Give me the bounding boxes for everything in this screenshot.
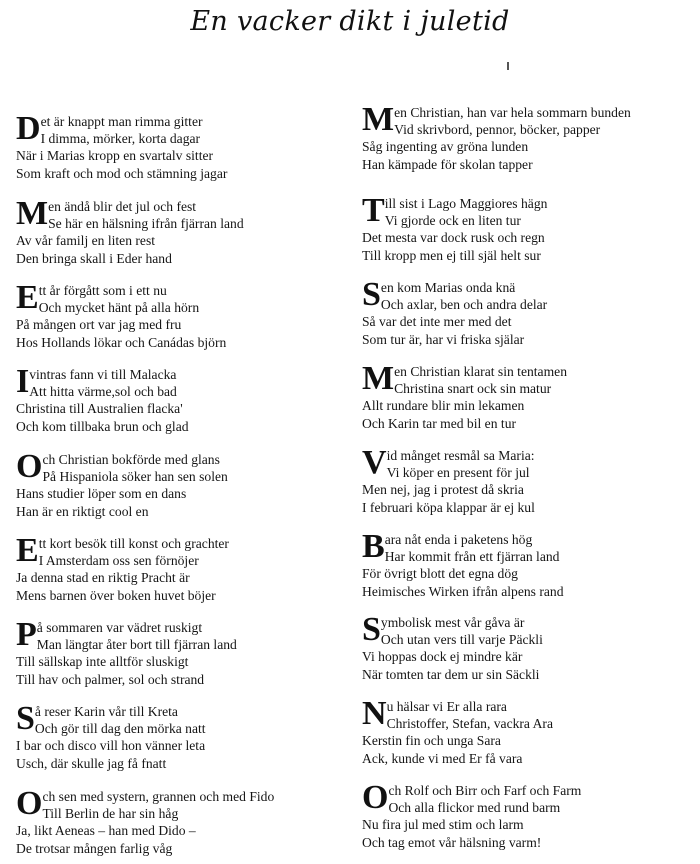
poem-line: Och utan vers till varje Päckli [380, 632, 543, 648]
poem-line: Ja denna stad en riktig Pracht är [16, 570, 190, 586]
poem-line: Kerstin fin och unga Sara [362, 733, 501, 749]
poem-line: Och mycket hänt på alla hörn [38, 300, 200, 316]
poem-line: Christoffer, Stefan, vackra Ara [386, 716, 553, 732]
poem-line: en Christian klarat sin tentamen [394, 364, 567, 379]
poem-line: I februari köpa klappar är ej kul [362, 499, 535, 515]
poem-line: Men nej, jag i protest då skria [362, 482, 524, 498]
poem-line: I Amsterdam oss sen förnöjer [38, 553, 199, 569]
poem-line: tt kort besök till konst och grachter [38, 536, 229, 551]
poem-line: Såg ingenting av gröna lunden [362, 139, 529, 155]
poem-line: Vi köper en present för jul [386, 465, 530, 481]
drop-cap-initial: O [16, 451, 42, 485]
poem-line: å sommaren var vädret ruskigt [36, 620, 203, 635]
poem-line: När tomten tar dem ur sin Säckli [362, 666, 540, 682]
poem-line: Och axlar, ben och andra delar [380, 297, 548, 313]
poem-line: Och tag emot vår hälsning varm! [362, 834, 542, 850]
drop-cap-initial: E [16, 282, 38, 316]
drop-cap-initial: O [362, 782, 388, 816]
poem-line: Christina till Australien flacka' [16, 401, 183, 417]
poem-line: en kom Marias onda knä [380, 280, 516, 295]
poem-line: u hälsar vi Er alla rara [386, 699, 507, 714]
drop-cap-initial: P [16, 619, 36, 653]
poem-line: Mens barnen över boken huvet böjer [16, 587, 216, 603]
drop-cap-initial: D [16, 113, 40, 147]
poem-line: et är knappt man rimma gitter [40, 114, 203, 129]
stanza [16, 113, 346, 182]
stanza [362, 447, 698, 516]
poem-line: ara nåt enda i paketens hög [384, 532, 533, 547]
poem-line: Till hav och palmer, sol och strand [16, 671, 205, 687]
poem-line: Att hitta värme,sol och bad [29, 384, 177, 400]
stanza [16, 788, 346, 857]
stanza [362, 531, 698, 600]
poem-line: id månget resmål sa Maria: [386, 448, 535, 463]
drop-cap-initial: T [362, 195, 384, 229]
poem-line: Som tur är, har vi friska själar [362, 331, 525, 347]
stanza [16, 619, 346, 688]
ink-mark [507, 62, 509, 70]
poem-line: Det mesta var dock rusk och regn [362, 230, 545, 246]
poem-title: En vacker dikt i juletid [190, 6, 510, 37]
poem-line: Ack, kunde vi med Er få vara [362, 750, 523, 766]
poem-line: Nu fira jul med stim och larm [362, 817, 524, 833]
poem-line: Till kropp men ej till själ helt sur [362, 247, 541, 263]
poem-line: Så var det inte mer med det [362, 314, 512, 330]
poem-line: Se här en hälsning ifrån fjärran land [48, 216, 244, 232]
drop-cap-initial: S [362, 614, 380, 648]
drop-cap-initial: S [16, 703, 34, 737]
poem-line: en ändå blir det jul och fest [48, 199, 197, 214]
poem-line: Hans studier löper som en dans [16, 486, 187, 502]
poem-line: Vi gjorde ock en liten tur [384, 213, 521, 229]
poem-line: För övrigt blott det egna dög [362, 566, 518, 582]
poem-line: vintras fann vi till Malacka [29, 367, 177, 382]
drop-cap-initial: I [16, 366, 29, 400]
stanza [16, 366, 346, 435]
poem-line: På Hispaniola söker han sen solen [42, 469, 228, 485]
drop-cap-initial: M [362, 363, 394, 397]
stanza [362, 782, 698, 851]
poem-line: När i Marias kropp en svartalv sitter [16, 148, 214, 164]
poem-line: Vid skrivbord, pennor, böcker, papper [394, 122, 601, 138]
poem-line: Heimisches Wirken ifrån alpens rand [362, 583, 564, 599]
poem-line: Till Berlin de har sin håg [42, 806, 179, 822]
poem-line: Har kommit från ett fjärran land [384, 549, 560, 565]
stanza [362, 698, 698, 767]
stanza [362, 614, 698, 683]
poem-line: I bar och disco vill hon vänner leta [16, 738, 206, 754]
stanza [16, 451, 346, 520]
poem-line: Och alla flickor med rund barm [388, 800, 561, 816]
drop-cap-initial: O [16, 788, 42, 822]
drop-cap-initial: S [362, 279, 380, 313]
poem-line: ch Christian bokförde med glans [42, 452, 220, 467]
stanza [362, 195, 698, 264]
poem-line: Den bringa skall i Eder hand [16, 250, 172, 266]
poem-line: I dimma, mörker, korta dagar [40, 131, 201, 147]
poem-line: Usch, där skulle jag få fnatt [16, 755, 167, 771]
poem-line: ch Rolf och Birr och Farf och Farm [388, 783, 582, 798]
drop-cap-initial: N [362, 698, 386, 732]
poem-line: Och kom tillbaka brun och glad [16, 418, 189, 434]
poem-line: Man längtar åter bort till fjärran land [36, 637, 237, 653]
poem-line: en Christian, han var hela sommarn bunden [394, 105, 631, 120]
poem-line: Han kämpade för skolan tapper [362, 156, 533, 172]
stanza [16, 535, 346, 604]
poem-line: Som kraft och mod och stämning jagar [16, 165, 228, 181]
drop-cap-initial: B [362, 531, 384, 565]
poem-line: Av vår familj en liten rest [16, 233, 156, 249]
poem-line: Ja, likt Aeneas – han med Dido – [16, 823, 196, 839]
poem-line: Och gör till dag den mörka natt [34, 721, 206, 737]
drop-cap-initial: M [362, 104, 394, 138]
poem-line: Christina snart ock sin matur [394, 381, 552, 397]
poem-line: Vi hoppas dock ej mindre kär [362, 649, 523, 665]
stanza [362, 279, 698, 348]
poem-line: De trotsar mången farlig våg [16, 840, 173, 856]
drop-cap-initial: M [16, 198, 48, 232]
stanza [16, 282, 346, 351]
stanza [362, 363, 698, 432]
drop-cap-initial: V [362, 447, 386, 481]
drop-cap-initial: E [16, 535, 38, 569]
poem-line: å reser Karin vår till Kreta [34, 704, 178, 719]
stanza [16, 198, 346, 267]
poem-line: ill sist i Lago Maggiores hägn [384, 196, 548, 211]
poem-line: Han är en riktigt cool en [16, 503, 149, 519]
poem-line: På mången ort var jag med fru [16, 317, 182, 333]
poem-line: tt år förgått som i ett nu [38, 283, 167, 298]
poem-line: Och Karin tar med bil en tur [362, 415, 517, 431]
poem-line: Till sällskap inte alltför sluskigt [16, 654, 189, 670]
stanza [362, 104, 698, 173]
poem-line: ch sen med systern, grannen och med Fido [42, 789, 275, 804]
poem-line: ymbolisk mest vår gåva är [380, 615, 525, 630]
poem-line: Allt rundare blir min lekamen [362, 398, 525, 414]
poem-line: Hos Hollands lökar och Canádas björn [16, 334, 227, 350]
stanza [16, 703, 346, 772]
